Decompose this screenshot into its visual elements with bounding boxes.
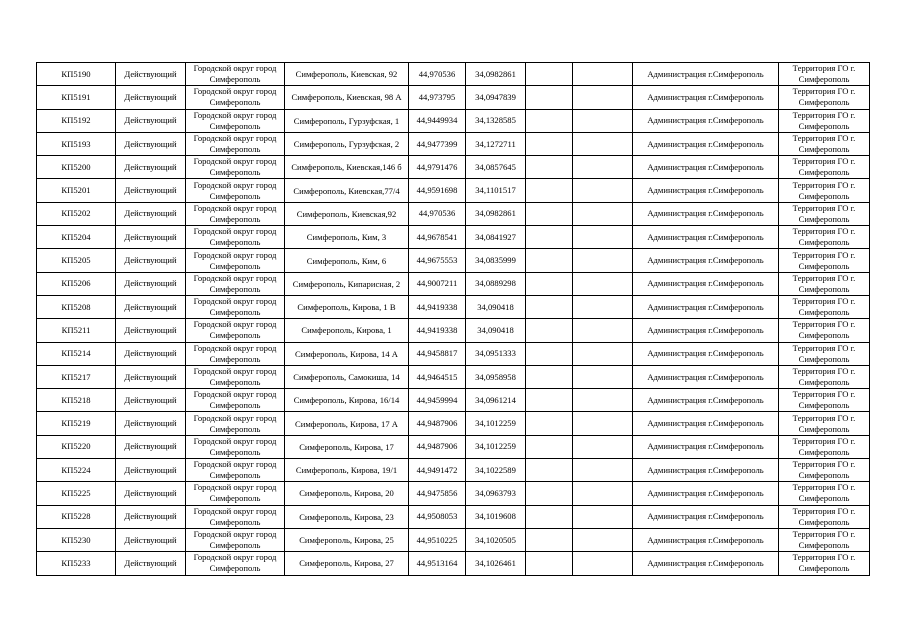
administration-cell: Администрация г.Симферополь xyxy=(633,272,779,295)
longitude-cell: 34,0982861 xyxy=(466,202,526,225)
empty-cell xyxy=(573,459,633,482)
empty-cell xyxy=(573,249,633,272)
address-cell: Симферополь, Кирова, 16/14 xyxy=(285,389,409,412)
territory-cell: Территория ГО г. Симферополь xyxy=(779,156,870,179)
district-cell: Городской округ город Симферополь xyxy=(186,365,285,388)
latitude-cell: 44,9791476 xyxy=(409,156,466,179)
site-id-cell: КП5201 xyxy=(37,179,116,202)
table-row xyxy=(37,272,870,295)
latitude-cell: 44,9459994 xyxy=(409,389,466,412)
table-row xyxy=(37,528,870,551)
territory-cell: Территория ГО г. Симферополь xyxy=(779,272,870,295)
latitude-cell: 44,970536 xyxy=(409,63,466,86)
status-cell: Действующий xyxy=(116,202,186,225)
address-cell: Симферополь, Кирова, 17 А xyxy=(285,412,409,435)
empty-cell xyxy=(526,202,573,225)
territory-cell: Территория ГО г. Симферополь xyxy=(779,528,870,551)
longitude-cell: 34,090418 xyxy=(466,295,526,318)
empty-cell xyxy=(526,63,573,86)
district-cell: Городской округ город Симферополь xyxy=(186,132,285,155)
longitude-cell: 34,0958958 xyxy=(466,365,526,388)
longitude-cell: 34,0951333 xyxy=(466,342,526,365)
district-cell: Городской округ город Симферополь xyxy=(186,86,285,109)
site-id-cell: КП5211 xyxy=(37,319,116,342)
status-cell: Действующий xyxy=(116,295,186,318)
site-id-cell: КП5204 xyxy=(37,226,116,249)
administration-cell: Администрация г.Симферополь xyxy=(633,482,779,505)
status-cell: Действующий xyxy=(116,412,186,435)
district-cell: Городской округ город Симферополь xyxy=(186,412,285,435)
table-row xyxy=(37,342,870,365)
empty-cell xyxy=(526,226,573,249)
empty-cell xyxy=(526,179,573,202)
latitude-cell: 44,9487906 xyxy=(409,412,466,435)
empty-cell xyxy=(526,528,573,551)
longitude-cell: 34,0889298 xyxy=(466,272,526,295)
district-cell: Городской округ город Симферополь xyxy=(186,249,285,272)
empty-cell xyxy=(526,365,573,388)
district-cell: Городской округ город Симферополь xyxy=(186,109,285,132)
longitude-cell: 34,0963793 xyxy=(466,482,526,505)
district-cell: Городской округ город Симферополь xyxy=(186,505,285,528)
address-cell: Симферополь, Гурзуфская, 1 xyxy=(285,109,409,132)
table-row xyxy=(37,412,870,435)
site-id-cell: КП5224 xyxy=(37,459,116,482)
administration-cell: Администрация г.Симферополь xyxy=(633,295,779,318)
status-cell: Действующий xyxy=(116,156,186,179)
address-cell: Симферополь, Кирова, 25 xyxy=(285,528,409,551)
empty-cell xyxy=(573,63,633,86)
district-cell: Городской округ город Симферополь xyxy=(186,389,285,412)
administration-cell: Администрация г.Симферополь xyxy=(633,389,779,412)
site-id-cell: КП5218 xyxy=(37,389,116,412)
empty-cell xyxy=(573,86,633,109)
address-cell: Симферополь, Кипарисная, 2 xyxy=(285,272,409,295)
latitude-cell: 44,9508053 xyxy=(409,505,466,528)
empty-cell xyxy=(526,482,573,505)
administration-cell: Администрация г.Симферополь xyxy=(633,249,779,272)
territory-cell: Территория ГО г. Симферополь xyxy=(779,459,870,482)
administration-cell: Администрация г.Симферополь xyxy=(633,156,779,179)
site-id-cell: КП5225 xyxy=(37,482,116,505)
empty-cell xyxy=(526,249,573,272)
territory-cell: Территория ГО г. Симферополь xyxy=(779,202,870,225)
container-site-table xyxy=(36,62,870,576)
administration-cell: Администрация г.Симферополь xyxy=(633,202,779,225)
district-cell: Городской округ город Симферополь xyxy=(186,63,285,86)
site-id-cell: КП5205 xyxy=(37,249,116,272)
status-cell: Действующий xyxy=(116,179,186,202)
empty-cell xyxy=(573,226,633,249)
longitude-cell: 34,0961214 xyxy=(466,389,526,412)
longitude-cell: 34,1020505 xyxy=(466,528,526,551)
table-row xyxy=(37,156,870,179)
table-row xyxy=(37,249,870,272)
longitude-cell: 34,0982861 xyxy=(466,63,526,86)
status-cell: Действующий xyxy=(116,365,186,388)
site-id-cell: КП5220 xyxy=(37,435,116,458)
table-row xyxy=(37,63,870,86)
table-row xyxy=(37,179,870,202)
territory-cell: Территория ГО г. Симферополь xyxy=(779,179,870,202)
address-cell: Симферополь, Кирова, 19/1 xyxy=(285,459,409,482)
territory-cell: Территория ГО г. Симферополь xyxy=(779,482,870,505)
site-id-cell: КП5191 xyxy=(37,86,116,109)
site-id-cell: КП5219 xyxy=(37,412,116,435)
empty-cell xyxy=(573,528,633,551)
table-row xyxy=(37,132,870,155)
latitude-cell: 44,9007211 xyxy=(409,272,466,295)
longitude-cell: 34,0857645 xyxy=(466,156,526,179)
status-cell: Действующий xyxy=(116,552,186,575)
address-cell: Симферополь, Кирова, 14 А xyxy=(285,342,409,365)
empty-cell xyxy=(573,342,633,365)
territory-cell: Территория ГО г. Симферополь xyxy=(779,505,870,528)
longitude-cell: 34,1012259 xyxy=(466,435,526,458)
territory-cell: Территория ГО г. Симферополь xyxy=(779,295,870,318)
table-row xyxy=(37,295,870,318)
status-cell: Действующий xyxy=(116,482,186,505)
territory-cell: Территория ГО г. Симферополь xyxy=(779,249,870,272)
latitude-cell: 44,9678541 xyxy=(409,226,466,249)
administration-cell: Администрация г.Симферополь xyxy=(633,459,779,482)
longitude-cell: 34,0947839 xyxy=(466,86,526,109)
latitude-cell: 44,973795 xyxy=(409,86,466,109)
administration-cell: Администрация г.Симферополь xyxy=(633,132,779,155)
address-cell: Симферополь, Кирова, 1 xyxy=(285,319,409,342)
address-cell: Симферополь, Самокиша, 14 xyxy=(285,365,409,388)
empty-cell xyxy=(573,412,633,435)
administration-cell: Администрация г.Симферополь xyxy=(633,505,779,528)
district-cell: Городской округ город Симферополь xyxy=(186,435,285,458)
district-cell: Городской округ город Симферополь xyxy=(186,342,285,365)
status-cell: Действующий xyxy=(116,249,186,272)
empty-cell xyxy=(526,86,573,109)
district-cell: Городской округ город Симферополь xyxy=(186,319,285,342)
longitude-cell: 34,1019608 xyxy=(466,505,526,528)
status-cell: Действующий xyxy=(116,389,186,412)
table-row xyxy=(37,552,870,575)
status-cell: Действующий xyxy=(116,109,186,132)
empty-cell xyxy=(526,505,573,528)
territory-cell: Территория ГО г. Симферополь xyxy=(779,389,870,412)
latitude-cell: 44,9464515 xyxy=(409,365,466,388)
site-id-cell: КП5233 xyxy=(37,552,116,575)
table-row xyxy=(37,435,870,458)
empty-cell xyxy=(573,365,633,388)
empty-cell xyxy=(573,272,633,295)
longitude-cell: 34,1328585 xyxy=(466,109,526,132)
address-cell: Симферополь, Кирова, 20 xyxy=(285,482,409,505)
territory-cell: Территория ГО г. Симферополь xyxy=(779,63,870,86)
empty-cell xyxy=(573,295,633,318)
table-body xyxy=(37,63,870,576)
administration-cell: Администрация г.Симферополь xyxy=(633,528,779,551)
empty-cell xyxy=(573,435,633,458)
latitude-cell: 44,970536 xyxy=(409,202,466,225)
longitude-cell: 34,1272711 xyxy=(466,132,526,155)
status-cell: Действующий xyxy=(116,342,186,365)
administration-cell: Администрация г.Симферополь xyxy=(633,412,779,435)
district-cell: Городской округ город Симферополь xyxy=(186,482,285,505)
empty-cell xyxy=(526,132,573,155)
administration-cell: Администрация г.Симферополь xyxy=(633,435,779,458)
latitude-cell: 44,9449934 xyxy=(409,109,466,132)
latitude-cell: 44,9591698 xyxy=(409,179,466,202)
address-cell: Симферополь, Кирова, 17 xyxy=(285,435,409,458)
latitude-cell: 44,9475856 xyxy=(409,482,466,505)
territory-cell: Территория ГО г. Симферополь xyxy=(779,435,870,458)
latitude-cell: 44,9477399 xyxy=(409,132,466,155)
empty-cell xyxy=(573,132,633,155)
district-cell: Городской округ город Симферополь xyxy=(186,528,285,551)
territory-cell: Территория ГО г. Симферополь xyxy=(779,109,870,132)
status-cell: Действующий xyxy=(116,319,186,342)
site-id-cell: КП5217 xyxy=(37,365,116,388)
district-cell: Городской округ город Симферополь xyxy=(186,272,285,295)
longitude-cell: 34,1012259 xyxy=(466,412,526,435)
empty-cell xyxy=(526,272,573,295)
empty-cell xyxy=(526,412,573,435)
table-row xyxy=(37,109,870,132)
empty-cell xyxy=(526,342,573,365)
territory-cell: Территория ГО г. Симферополь xyxy=(779,226,870,249)
district-cell: Городской округ город Симферополь xyxy=(186,226,285,249)
latitude-cell: 44,9675553 xyxy=(409,249,466,272)
table-row xyxy=(37,86,870,109)
table-row xyxy=(37,319,870,342)
territory-cell: Территория ГО г. Симферополь xyxy=(779,132,870,155)
table-row xyxy=(37,226,870,249)
site-id-cell: КП5202 xyxy=(37,202,116,225)
latitude-cell: 44,9513164 xyxy=(409,552,466,575)
empty-cell xyxy=(573,202,633,225)
latitude-cell: 44,9458817 xyxy=(409,342,466,365)
administration-cell: Администрация г.Симферополь xyxy=(633,63,779,86)
longitude-cell: 34,1101517 xyxy=(466,179,526,202)
address-cell: Симферополь, Ким, 6 xyxy=(285,249,409,272)
address-cell: Симферополь, Киевская,77/4 xyxy=(285,179,409,202)
administration-cell: Администрация г.Симферополь xyxy=(633,179,779,202)
address-cell: Симферополь, Ким, 3 xyxy=(285,226,409,249)
district-cell: Городской округ город Симферополь xyxy=(186,295,285,318)
longitude-cell: 34,090418 xyxy=(466,319,526,342)
longitude-cell: 34,1026461 xyxy=(466,552,526,575)
address-cell: Симферополь, Кирова, 1 В xyxy=(285,295,409,318)
site-id-cell: КП5206 xyxy=(37,272,116,295)
territory-cell: Территория ГО г. Симферополь xyxy=(779,412,870,435)
empty-cell xyxy=(573,109,633,132)
empty-cell xyxy=(573,482,633,505)
empty-cell xyxy=(526,389,573,412)
empty-cell xyxy=(573,319,633,342)
administration-cell: Администрация г.Симферополь xyxy=(633,86,779,109)
administration-cell: Администрация г.Симферополь xyxy=(633,365,779,388)
district-cell: Городской округ город Симферополь xyxy=(186,459,285,482)
empty-cell xyxy=(526,435,573,458)
site-id-cell: КП5228 xyxy=(37,505,116,528)
table-row xyxy=(37,365,870,388)
empty-cell xyxy=(573,156,633,179)
table-row xyxy=(37,202,870,225)
status-cell: Действующий xyxy=(116,528,186,551)
administration-cell: Администрация г.Симферополь xyxy=(633,319,779,342)
empty-cell xyxy=(526,459,573,482)
longitude-cell: 34,1022589 xyxy=(466,459,526,482)
site-id-cell: КП5208 xyxy=(37,295,116,318)
address-cell: Симферополь, Киевская,92 xyxy=(285,202,409,225)
territory-cell: Территория ГО г. Симферополь xyxy=(779,86,870,109)
status-cell: Действующий xyxy=(116,226,186,249)
territory-cell: Территория ГО г. Симферополь xyxy=(779,365,870,388)
status-cell: Действующий xyxy=(116,272,186,295)
empty-cell xyxy=(526,319,573,342)
district-cell: Городской округ город Симферополь xyxy=(186,179,285,202)
address-cell: Симферополь, Кирова, 27 xyxy=(285,552,409,575)
latitude-cell: 44,9419338 xyxy=(409,319,466,342)
territory-cell: Территория ГО г. Симферополь xyxy=(779,552,870,575)
site-id-cell: КП5193 xyxy=(37,132,116,155)
table-row xyxy=(37,505,870,528)
site-id-cell: КП5190 xyxy=(37,63,116,86)
latitude-cell: 44,9491472 xyxy=(409,459,466,482)
status-cell: Действующий xyxy=(116,459,186,482)
table-row xyxy=(37,482,870,505)
empty-cell xyxy=(526,156,573,179)
longitude-cell: 34,0841927 xyxy=(466,226,526,249)
address-cell: Симферополь, Киевская, 92 xyxy=(285,63,409,86)
address-cell: Симферополь, Кирова, 23 xyxy=(285,505,409,528)
administration-cell: Администрация г.Симферополь xyxy=(633,342,779,365)
district-cell: Городской округ город Симферополь xyxy=(186,552,285,575)
address-cell: Симферополь, Киевская, 98 А xyxy=(285,86,409,109)
status-cell: Действующий xyxy=(116,86,186,109)
administration-cell: Администрация г.Симферополь xyxy=(633,109,779,132)
latitude-cell: 44,9487906 xyxy=(409,435,466,458)
empty-cell xyxy=(573,389,633,412)
address-cell: Симферополь, Гурзуфская, 2 xyxy=(285,132,409,155)
status-cell: Действующий xyxy=(116,505,186,528)
latitude-cell: 44,9510225 xyxy=(409,528,466,551)
status-cell: Действующий xyxy=(116,63,186,86)
address-cell: Симферополь, Киевская,146 б xyxy=(285,156,409,179)
district-cell: Городской округ город Симферополь xyxy=(186,202,285,225)
site-id-cell: КП5214 xyxy=(37,342,116,365)
district-cell: Городской округ город Симферополь xyxy=(186,156,285,179)
empty-cell xyxy=(526,295,573,318)
table-row xyxy=(37,389,870,412)
status-cell: Действующий xyxy=(116,132,186,155)
administration-cell: Администрация г.Симферополь xyxy=(633,226,779,249)
administration-cell: Администрация г.Симферополь xyxy=(633,552,779,575)
empty-cell xyxy=(573,552,633,575)
table-row xyxy=(37,459,870,482)
territory-cell: Территория ГО г. Симферополь xyxy=(779,319,870,342)
empty-cell xyxy=(526,109,573,132)
latitude-cell: 44,9419338 xyxy=(409,295,466,318)
territory-cell: Территория ГО г. Симферополь xyxy=(779,342,870,365)
longitude-cell: 34,0835999 xyxy=(466,249,526,272)
site-id-cell: КП5192 xyxy=(37,109,116,132)
empty-cell xyxy=(573,179,633,202)
empty-cell xyxy=(526,552,573,575)
empty-cell xyxy=(573,505,633,528)
site-id-cell: КП5200 xyxy=(37,156,116,179)
status-cell: Действующий xyxy=(116,435,186,458)
site-id-cell: КП5230 xyxy=(37,528,116,551)
